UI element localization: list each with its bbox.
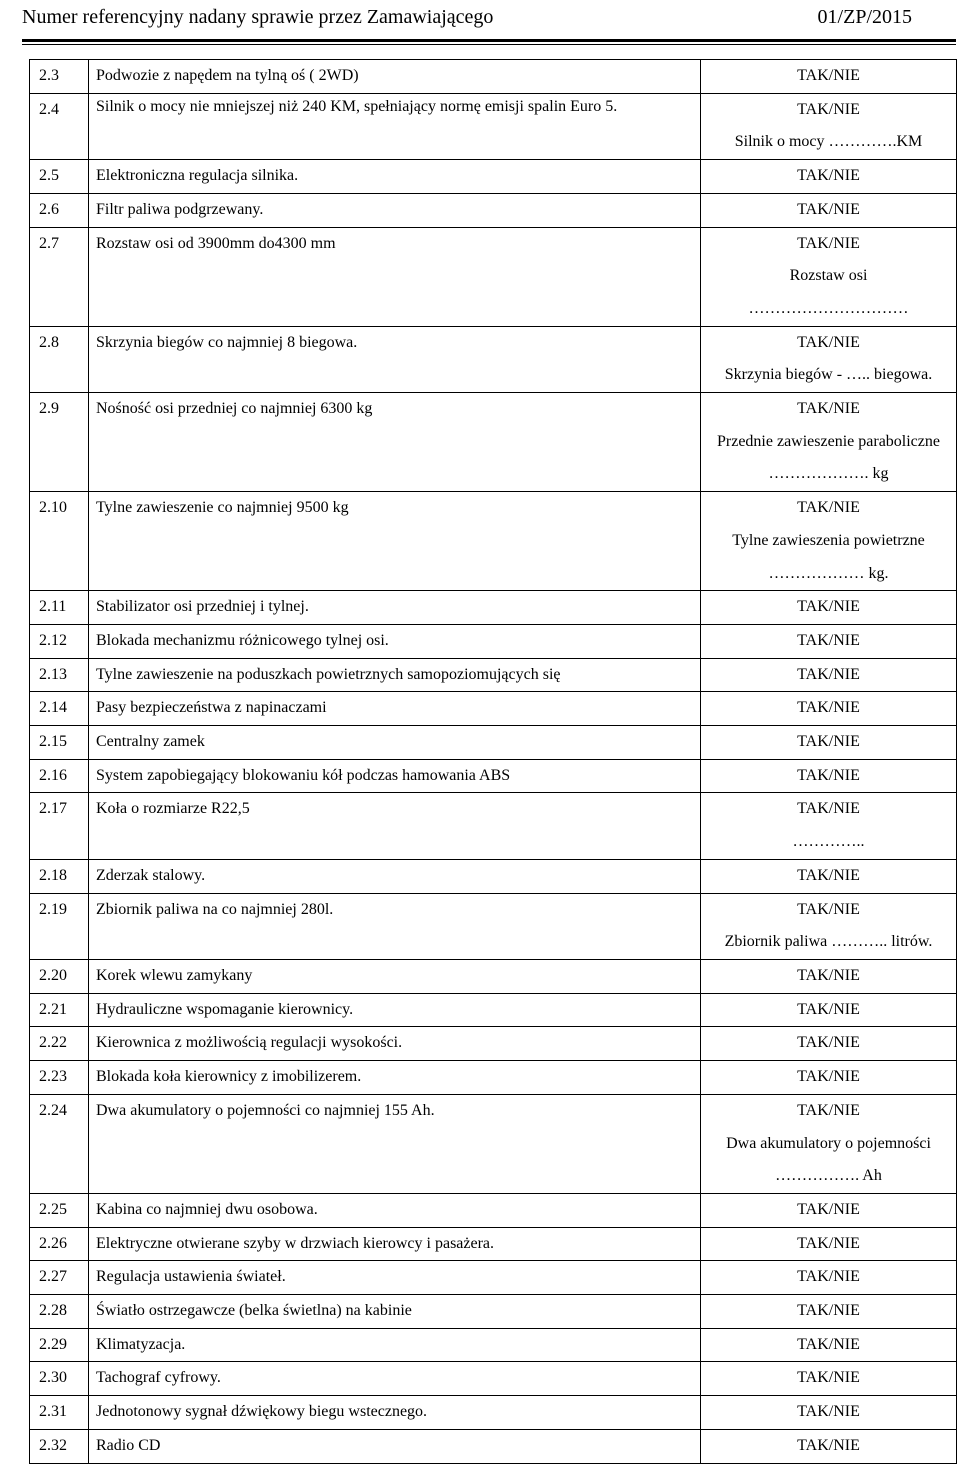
item-description — [89, 1429, 701, 1463]
item-number: 2.24 — [30, 1094, 89, 1193]
item-description — [89, 160, 701, 194]
item-number: 2.26 — [30, 1227, 89, 1261]
item-description-text: Elektryczne otwierane szyby w drzwiach kierowcy i pasażera. — [96, 1234, 495, 1252]
answer-note: Dwa akumulatory o pojemności — [726, 1134, 931, 1152]
item-number: 2.5 — [30, 160, 89, 194]
item-description-text: Jednotonowy sygnał dźwiękowy biegu wstecznego. — [96, 1403, 428, 1421]
item-number: 2.11 — [30, 591, 89, 625]
item-answer — [701, 93, 957, 159]
item-description — [89, 393, 701, 492]
item-answer — [701, 959, 957, 993]
answer-choice: TAK/NIE — [797, 499, 860, 517]
item-number: 2.30 — [30, 1362, 89, 1396]
item-answer — [701, 1261, 957, 1295]
item-answer — [701, 658, 957, 692]
item-answer — [701, 1429, 957, 1463]
item-description-text: Regulacja ustawienia świateł. — [96, 1268, 286, 1286]
answer-note: Silnik o mocy ………….KM — [734, 133, 923, 151]
header-rule — [22, 39, 956, 42]
table-row — [30, 1061, 957, 1095]
item-description-text: Podwozie z napędem na tylną oś ( 2WD) — [96, 67, 359, 84]
item-description-text: Stabilizator osi przedniej i tylnej. — [96, 598, 309, 616]
answer-choice: TAK/NIE — [797, 1234, 860, 1252]
item-answer — [701, 726, 957, 760]
item-description — [89, 1094, 701, 1193]
item-description — [89, 624, 701, 658]
table-row — [30, 1094, 957, 1193]
answer-choice: TAK/NIE — [797, 733, 860, 751]
item-description — [89, 60, 701, 94]
answer-note: Rozstaw osi — [789, 267, 868, 285]
answer-note: ………….. — [792, 833, 865, 851]
answer-choice: TAK/NIE — [797, 1068, 860, 1086]
table-row — [30, 1429, 957, 1463]
item-description — [89, 1396, 701, 1430]
answer-choice: TAK/NIE — [797, 1101, 860, 1119]
item-description-text: Tachograf cyfrowy. — [96, 1369, 221, 1387]
answer-note-fill: ………………………… — [748, 299, 909, 317]
item-answer — [701, 1227, 957, 1261]
item-number: 2.22 — [30, 1027, 89, 1061]
item-description — [89, 1295, 701, 1329]
item-number: 2.6 — [30, 193, 89, 227]
item-description — [89, 1328, 701, 1362]
table-row — [30, 93, 957, 159]
answer-note-fill: ……………… kg. — [768, 564, 889, 582]
item-number: 2.29 — [30, 1328, 89, 1362]
item-number: 2.15 — [30, 726, 89, 760]
item-description-text: Kabina co najmniej dwu osobowa. — [96, 1200, 318, 1218]
item-answer — [701, 1396, 957, 1430]
item-number: 2.28 — [30, 1295, 89, 1329]
item-description — [89, 1193, 701, 1227]
item-description-text: Kierownica z możliwością regulacji wysokości. — [96, 1034, 403, 1052]
answer-choice: TAK/NIE — [797, 67, 860, 84]
table-row — [30, 1261, 957, 1295]
item-answer — [701, 393, 957, 492]
item-number: 2.16 — [30, 759, 89, 793]
item-number: 2.13 — [30, 658, 89, 692]
answer-choice: TAK/NIE — [797, 966, 860, 984]
item-description-text: Korek wlewu zamykany — [96, 966, 253, 984]
item-description-text: Radio CD — [96, 1436, 161, 1454]
item-description — [89, 859, 701, 893]
answer-choice: TAK/NIE — [797, 1200, 860, 1218]
item-number: 2.9 — [30, 393, 89, 492]
table-row — [30, 193, 957, 227]
answer-choice: TAK/NIE — [797, 1403, 860, 1421]
item-number: 2.27 — [30, 1261, 89, 1295]
item-description-text: Blokada mechanizmu różnicowego tylnej osi. — [96, 631, 389, 649]
item-answer — [701, 1027, 957, 1061]
answer-choice: TAK/NIE — [797, 665, 860, 683]
answer-choice: TAK/NIE — [797, 800, 860, 818]
reference-number-label: Numer referencyjny nadany sprawie przez Zamawiającego — [22, 5, 494, 28]
item-number: 2.17 — [30, 793, 89, 859]
item-description-text: Pasy bezpieczeństwa z napinaczami — [96, 699, 327, 717]
answer-choice: TAK/NIE — [797, 1369, 860, 1387]
table-row — [30, 859, 957, 893]
item-number: 2.23 — [30, 1061, 89, 1095]
item-answer — [701, 160, 957, 194]
item-description-text: Centralny zamek — [96, 733, 205, 751]
item-answer — [701, 1328, 957, 1362]
table-row — [30, 326, 957, 392]
table-row — [30, 60, 957, 94]
case-number: 01/ZP/2015 — [817, 5, 912, 28]
item-number: 2.4 — [30, 93, 89, 159]
table-row — [30, 893, 957, 959]
item-description-text: Tylne zawieszenie co najmniej 9500 kg — [96, 499, 349, 517]
item-number: 2.10 — [30, 492, 89, 591]
item-number: 2.31 — [30, 1396, 89, 1430]
item-answer — [701, 692, 957, 726]
table-row — [30, 726, 957, 760]
item-number: 2.14 — [30, 692, 89, 726]
answer-note: Skrzynia biegów - ….. biegowa. — [724, 366, 933, 384]
answer-choice: TAK/NIE — [797, 866, 860, 884]
item-description-text: Hydrauliczne wspomaganie kierownicy. — [96, 1000, 354, 1018]
answer-choice: TAK/NIE — [797, 400, 860, 418]
item-number: 2.3 — [30, 60, 89, 94]
item-answer — [701, 859, 957, 893]
item-description-text: Blokada koła kierownicy z imobilizerem. — [96, 1068, 362, 1086]
item-description — [89, 227, 701, 326]
item-number: 2.32 — [30, 1429, 89, 1463]
answer-choice: TAK/NIE — [797, 1000, 860, 1018]
item-description-text: Nośność osi przedniej co najmniej 6300 kg — [96, 400, 373, 418]
item-answer — [701, 193, 957, 227]
item-number: 2.25 — [30, 1193, 89, 1227]
item-number: 2.20 — [30, 959, 89, 993]
answer-note-fill: ………………. kg — [768, 465, 889, 483]
item-description — [89, 759, 701, 793]
item-description — [89, 959, 701, 993]
table-row — [30, 492, 957, 591]
answer-choice: TAK/NIE — [797, 699, 860, 717]
item-answer — [701, 492, 957, 591]
item-description — [89, 93, 701, 159]
table-row — [30, 959, 957, 993]
item-description-text: Koła o rozmiarze R22,5 — [96, 800, 250, 818]
table-row — [30, 1328, 957, 1362]
item-description — [89, 326, 701, 392]
table-row — [30, 1295, 957, 1329]
header-rule-thin — [22, 44, 956, 45]
item-description-text: System zapobiegający blokowaniu kół podczas hamowania ABS — [96, 766, 511, 784]
item-answer — [701, 227, 957, 326]
item-number: 2.8 — [30, 326, 89, 392]
item-answer — [701, 1362, 957, 1396]
item-description — [89, 1261, 701, 1295]
item-description — [89, 726, 701, 760]
table-row — [30, 227, 957, 326]
item-description — [89, 591, 701, 625]
page-header — [22, 2, 912, 32]
item-description-text: Światło ostrzegawcze (belka świetlna) na kabinie — [96, 1302, 412, 1320]
table-row — [30, 624, 957, 658]
table-row — [30, 393, 957, 492]
item-description-text: Klimatyzacja. — [96, 1335, 186, 1353]
item-number: 2.19 — [30, 893, 89, 959]
item-description — [89, 993, 701, 1027]
answer-choice: TAK/NIE — [797, 631, 860, 649]
answer-choice: TAK/NIE — [797, 766, 860, 784]
table-row — [30, 1193, 957, 1227]
table-row — [30, 692, 957, 726]
item-answer — [701, 326, 957, 392]
item-answer — [701, 759, 957, 793]
item-number: 2.21 — [30, 993, 89, 1027]
answer-choice: TAK/NIE — [797, 200, 860, 218]
item-description — [89, 692, 701, 726]
item-description-text: Rozstaw osi od 3900mm do4300 mm — [96, 234, 336, 252]
answer-note: Przednie zawieszenie paraboliczne — [717, 432, 940, 450]
table-row — [30, 1362, 957, 1396]
item-description — [89, 1027, 701, 1061]
item-description-text: Silnik o mocy nie mniejszej niż 240 KM, spełniający normę emisji spalin Euro 5. — [96, 97, 618, 115]
item-description-text: Elektroniczna regulacja silnika. — [96, 167, 299, 185]
item-answer — [701, 993, 957, 1027]
item-description — [89, 793, 701, 859]
table-row — [30, 1027, 957, 1061]
item-answer — [701, 1295, 957, 1329]
answer-choice: TAK/NIE — [797, 1335, 860, 1353]
answer-choice: TAK/NIE — [797, 1302, 860, 1320]
answer-note-fill: ……………. Ah — [775, 1167, 882, 1185]
item-description-text: Dwa akumulatory o pojemności co najmniej 155 Ah. — [96, 1101, 435, 1119]
item-description — [89, 193, 701, 227]
item-description — [89, 1362, 701, 1396]
item-description-text: Zbiornik paliwa na co najmniej 280l. — [96, 900, 334, 918]
table-row — [30, 591, 957, 625]
item-description-text: Skrzynia biegów co najmniej 8 biegowa. — [96, 333, 358, 351]
answer-choice: TAK/NIE — [797, 1268, 860, 1286]
item-answer — [701, 60, 957, 94]
item-description-text: Zderzak stalowy. — [96, 866, 206, 884]
answer-note: Tylne zawieszenia powietrzne — [732, 531, 925, 549]
item-description-text: Filtr paliwa podgrzewany. — [96, 200, 264, 218]
item-answer — [701, 893, 957, 959]
item-answer — [701, 1061, 957, 1095]
answer-choice: TAK/NIE — [797, 100, 860, 118]
table-row — [30, 160, 957, 194]
table-row — [30, 793, 957, 859]
item-answer — [701, 624, 957, 658]
table-row — [30, 658, 957, 692]
table-row — [30, 1227, 957, 1261]
item-answer — [701, 793, 957, 859]
answer-choice: TAK/NIE — [797, 1034, 860, 1052]
item-description — [89, 1061, 701, 1095]
answer-note: Zbiornik paliwa ……….. litrów. — [724, 933, 933, 951]
answer-choice: TAK/NIE — [797, 1436, 860, 1454]
item-number: 2.7 — [30, 227, 89, 326]
item-description — [89, 492, 701, 591]
answer-choice: TAK/NIE — [797, 900, 860, 918]
answer-choice: TAK/NIE — [797, 598, 860, 616]
table-row — [30, 993, 957, 1027]
answer-choice: TAK/NIE — [797, 333, 860, 351]
item-description — [89, 1227, 701, 1261]
item-description — [89, 658, 701, 692]
answer-choice: TAK/NIE — [797, 234, 860, 252]
table-row — [30, 759, 957, 793]
item-answer — [701, 1094, 957, 1193]
answer-choice: TAK/NIE — [797, 167, 860, 185]
item-description-text: Tylne zawieszenie na poduszkach powietrznych samopoziomujących się — [96, 665, 561, 683]
item-answer — [701, 1193, 957, 1227]
item-answer — [701, 591, 957, 625]
item-number: 2.12 — [30, 624, 89, 658]
specification-table-body — [30, 60, 957, 1464]
specification-table — [29, 59, 957, 1464]
table-row — [30, 1396, 957, 1430]
item-number: 2.18 — [30, 859, 89, 893]
item-description — [89, 893, 701, 959]
